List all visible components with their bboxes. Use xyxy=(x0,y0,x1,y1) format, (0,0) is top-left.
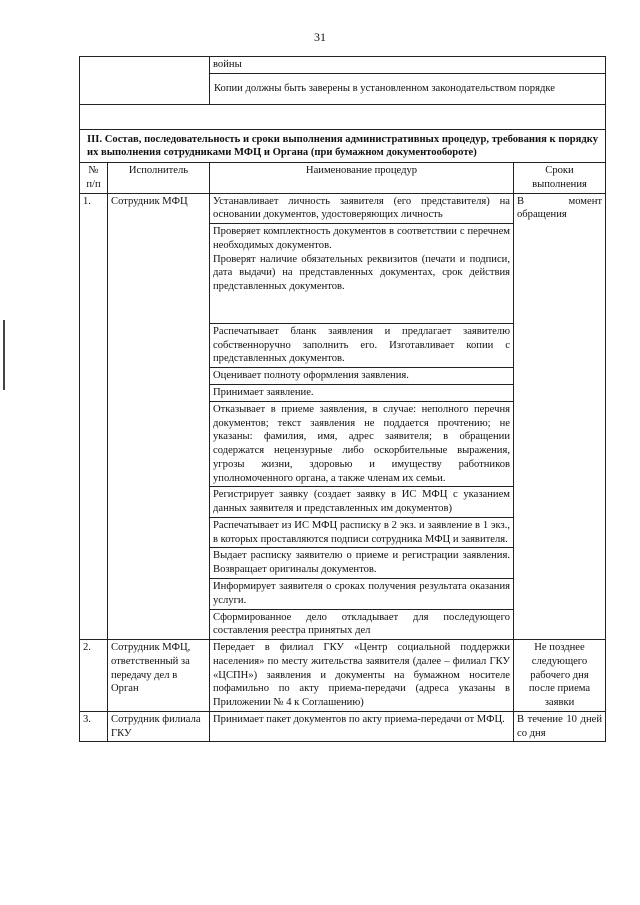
procedure-item: Передает в филиал ГКУ «Центр социальной поддержки населения» по месту жительства заявителя (далее – филиал ГКУ «ЦСПН») заявления и документы на бумажном носителе пофамильно по акту приема-передачи (адреса указаны в Приложении № 4 к Соглашению) xyxy=(210,640,514,712)
table-row-continued-1 xyxy=(80,57,606,74)
procedure-item: Выдает расписку заявителю о приеме и регистрации заявления. Возвращает оригиналы документов. xyxy=(210,548,514,579)
header-row xyxy=(80,163,606,194)
procedure-item: Регистрирует заявку (создает заявку в ИС МФЦ с указанием данных заявителя и представленных им документов) xyxy=(210,487,514,518)
procedure-spacer xyxy=(213,294,510,322)
row-1-num: 1. xyxy=(80,193,108,639)
procedure-item: Устанавливает личность заявителя (его представителя) на основании документов, удостоверяющих личность xyxy=(210,193,514,224)
section-title-row xyxy=(80,129,606,163)
procedure-text: Проверят наличие обязательных реквизитов (печати и подписи, дата выдачи) на представленных документах, срок действия представленных документов. xyxy=(213,253,510,293)
row-3-terms: В течение 10 дней со дня xyxy=(514,711,606,742)
header-terms: Сроки выполнения xyxy=(514,163,606,194)
procedure-item: Распечатывает из ИС МФЦ расписку в 2 экз. и заявление в 1 экз., в которых проставляются подписи сотрудника МФЦ и заявителя. xyxy=(210,517,514,548)
procedure-item: Принимает заявление. xyxy=(210,385,514,402)
row-2-executor: Сотрудник МФЦ, ответственный за передачу дел в Орган xyxy=(108,640,210,712)
row-1-terms: В момент обращения xyxy=(514,193,606,639)
header-executor: Исполнитель xyxy=(108,163,210,194)
empty-cell xyxy=(80,57,210,105)
continued-text-1: войны xyxy=(210,57,606,74)
row-2-terms: Не позднее следующего рабочего дня после приема заявки xyxy=(514,640,606,712)
procedures-table xyxy=(79,56,606,742)
table-row xyxy=(80,711,606,742)
header-num: № п/п xyxy=(80,163,108,194)
procedure-item: Отказывает в приеме заявления, в случае: неполного перечня документов; текст заявления не поддается прочтению; не указаны: фамилия, имя, адрес заявителя; в обращении содержатся нецензурные либо оскорбительные выражения, угрозы жизни, здоровью и имуществу работников уполномоченного органа, а также членам их семьи. xyxy=(210,401,514,487)
procedure-item xyxy=(210,224,514,324)
page-number: 31 xyxy=(314,30,326,44)
procedure-item: Оценивает полноту оформления заявления. xyxy=(210,368,514,385)
scan-edge-mark xyxy=(3,320,5,390)
header-procedure: Наименование процедур xyxy=(210,163,514,194)
table-row-gap xyxy=(80,104,606,129)
row-2-num: 2. xyxy=(80,640,108,712)
row-3-executor: Сотрудник филиала ГКУ xyxy=(108,711,210,742)
gap-cell xyxy=(80,104,606,129)
procedure-text: Проверяет комплектность документов в соответствии с перечнем необходимых документов. xyxy=(213,226,510,251)
row-3-num: 3. xyxy=(80,711,108,742)
procedure-item: Информирует заявителя о сроках получения результата оказания услуги. xyxy=(210,578,514,609)
section-title: III. Состав, последовательность и сроки выполнения административных процедур, требования к порядку их выполнения сотрудниками МФЦ и Органа (при бумажном документообороте) xyxy=(80,129,606,163)
table-row xyxy=(80,193,606,224)
row-1-executor: Сотрудник МФЦ xyxy=(108,193,210,639)
continued-text-2: Копии должны быть заверены в установленном законодательством порядке xyxy=(210,73,606,104)
procedure-item: Принимает пакет документов по акту приема-передачи от МФЦ. xyxy=(210,711,514,742)
table-row xyxy=(80,640,606,712)
procedure-item: Сформированное дело откладывает для последующего составления реестра принятых дел xyxy=(210,609,514,640)
procedure-item: Распечатывает бланк заявления и предлагает заявителю собственноручно заполнить его. Изготавливает копии с представленных документов. xyxy=(210,323,514,367)
